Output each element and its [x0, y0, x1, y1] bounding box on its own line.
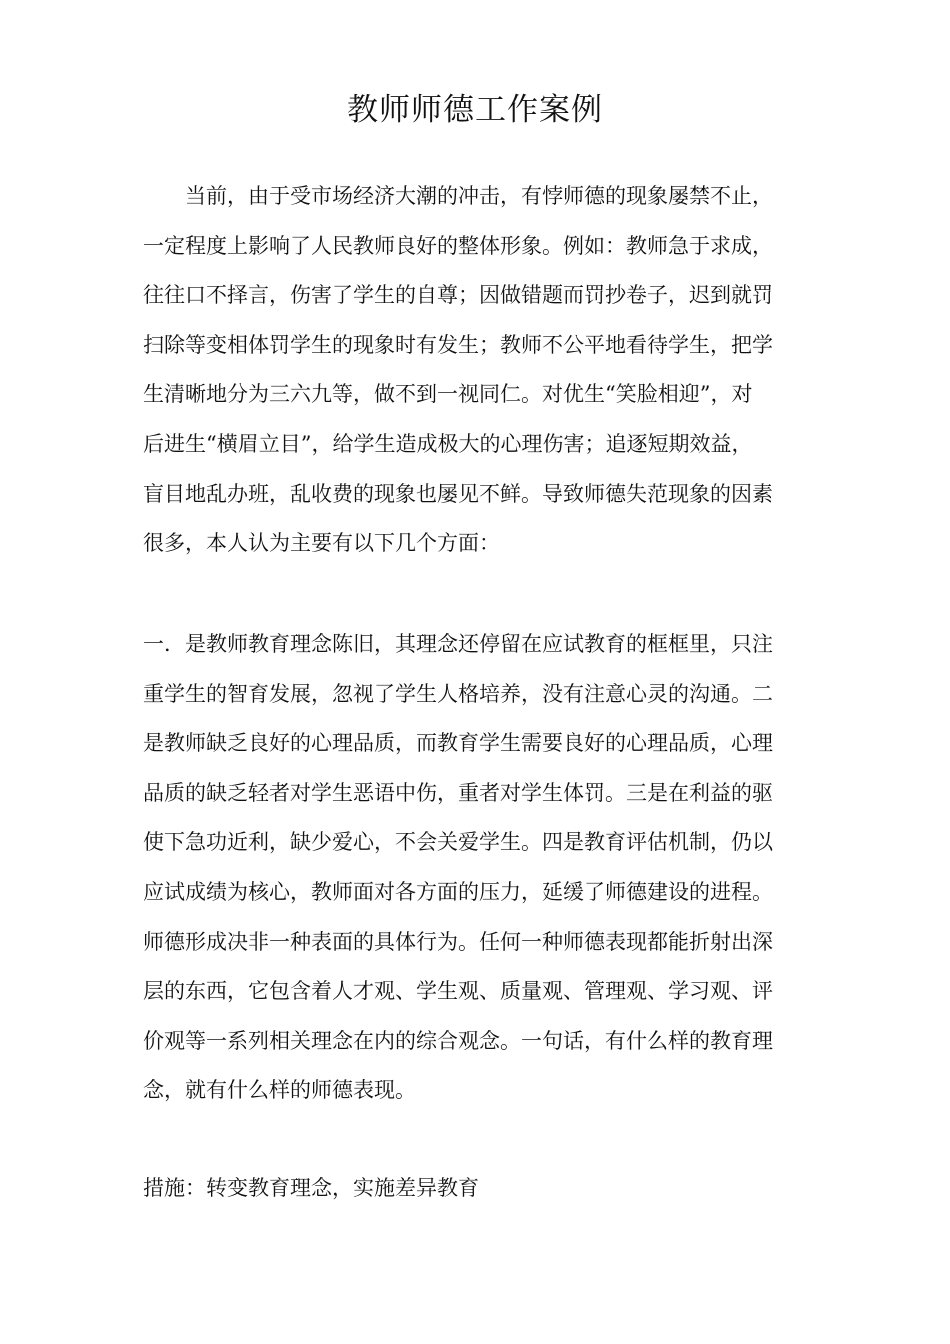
paragraph-line: 生清晰地分为三六九等，做不到一视同仁。对优生“笑脸相迎”，对 [143, 382, 753, 407]
paragraph-line: 使下急功近利，缺少爱心，不会关爱学生。四是教育评估机制，仍以 [143, 830, 773, 855]
paragraph-line: 盲目地乱办班，乱收费的现象也屡见不鲜。导致师德失范现象的因素 [143, 481, 773, 506]
paragraph-line: 应试成绩为核心，教师面对各方面的压力，延缓了师德建设的进程。 [143, 879, 773, 904]
paragraph-line: 价观等一系列相关理念在内的综合观念。一句话，有什么样的教育理 [143, 1028, 773, 1053]
paragraph-line: 当前，由于受市场经济大潮的冲击，有悖师德的现象屡禁不止， [185, 184, 773, 208]
paragraph-measures [143, 1164, 823, 1214]
paragraph-line: 扫除等变相体罚学生的现象时有发生；教师不公平地看待学生，把学 [143, 332, 773, 357]
paragraph-line: 品质的缺乏轻者对学生恶语中伤，重者对学生体罚。三是在利益的驱 [143, 780, 773, 805]
paragraph-line: 重学生的智育发展，忽视了学生人格培养，没有注意心灵的沟通。二 [143, 681, 773, 706]
paragraph-line: 措施：转变教育理念，实施差异教育 [143, 1176, 479, 1200]
paragraph-line: 一．是教师教育理念陈旧，其理念还停留在应试教育的框框里，只注 [143, 632, 773, 656]
paragraph-line: 后进生“横眉立目”，给学生造成极大的心理伤害；追逐短期效益， [143, 431, 753, 456]
paragraph-line: 念，就有什么样的师德表现。 [143, 1078, 416, 1103]
paragraph-intro [143, 172, 823, 569]
paragraph-line: 一定程度上影响了人民教师良好的整体形象。例如：教师急于求成， [143, 233, 773, 258]
paragraph-line: 很多，本人认为主要有以下几个方面： [143, 531, 500, 556]
document-title: 教师师德工作案例 [347, 92, 603, 128]
paragraph-line: 往往口不择言，伤害了学生的自尊；因做错题而罚抄卷子，迟到就罚 [143, 283, 773, 308]
paragraph-causes [143, 620, 823, 1116]
paragraph-line: 层的东西，它包含着人才观、学生观、质量观、管理观、学习观、评 [143, 979, 773, 1004]
paragraph-line: 是教师缺乏良好的心理品质，而教育学生需要良好的心理品质，心理 [143, 731, 773, 756]
paragraph-line: 师德形成决非一种表面的具体行为。任何一种师德表现都能折射出深 [143, 929, 773, 954]
